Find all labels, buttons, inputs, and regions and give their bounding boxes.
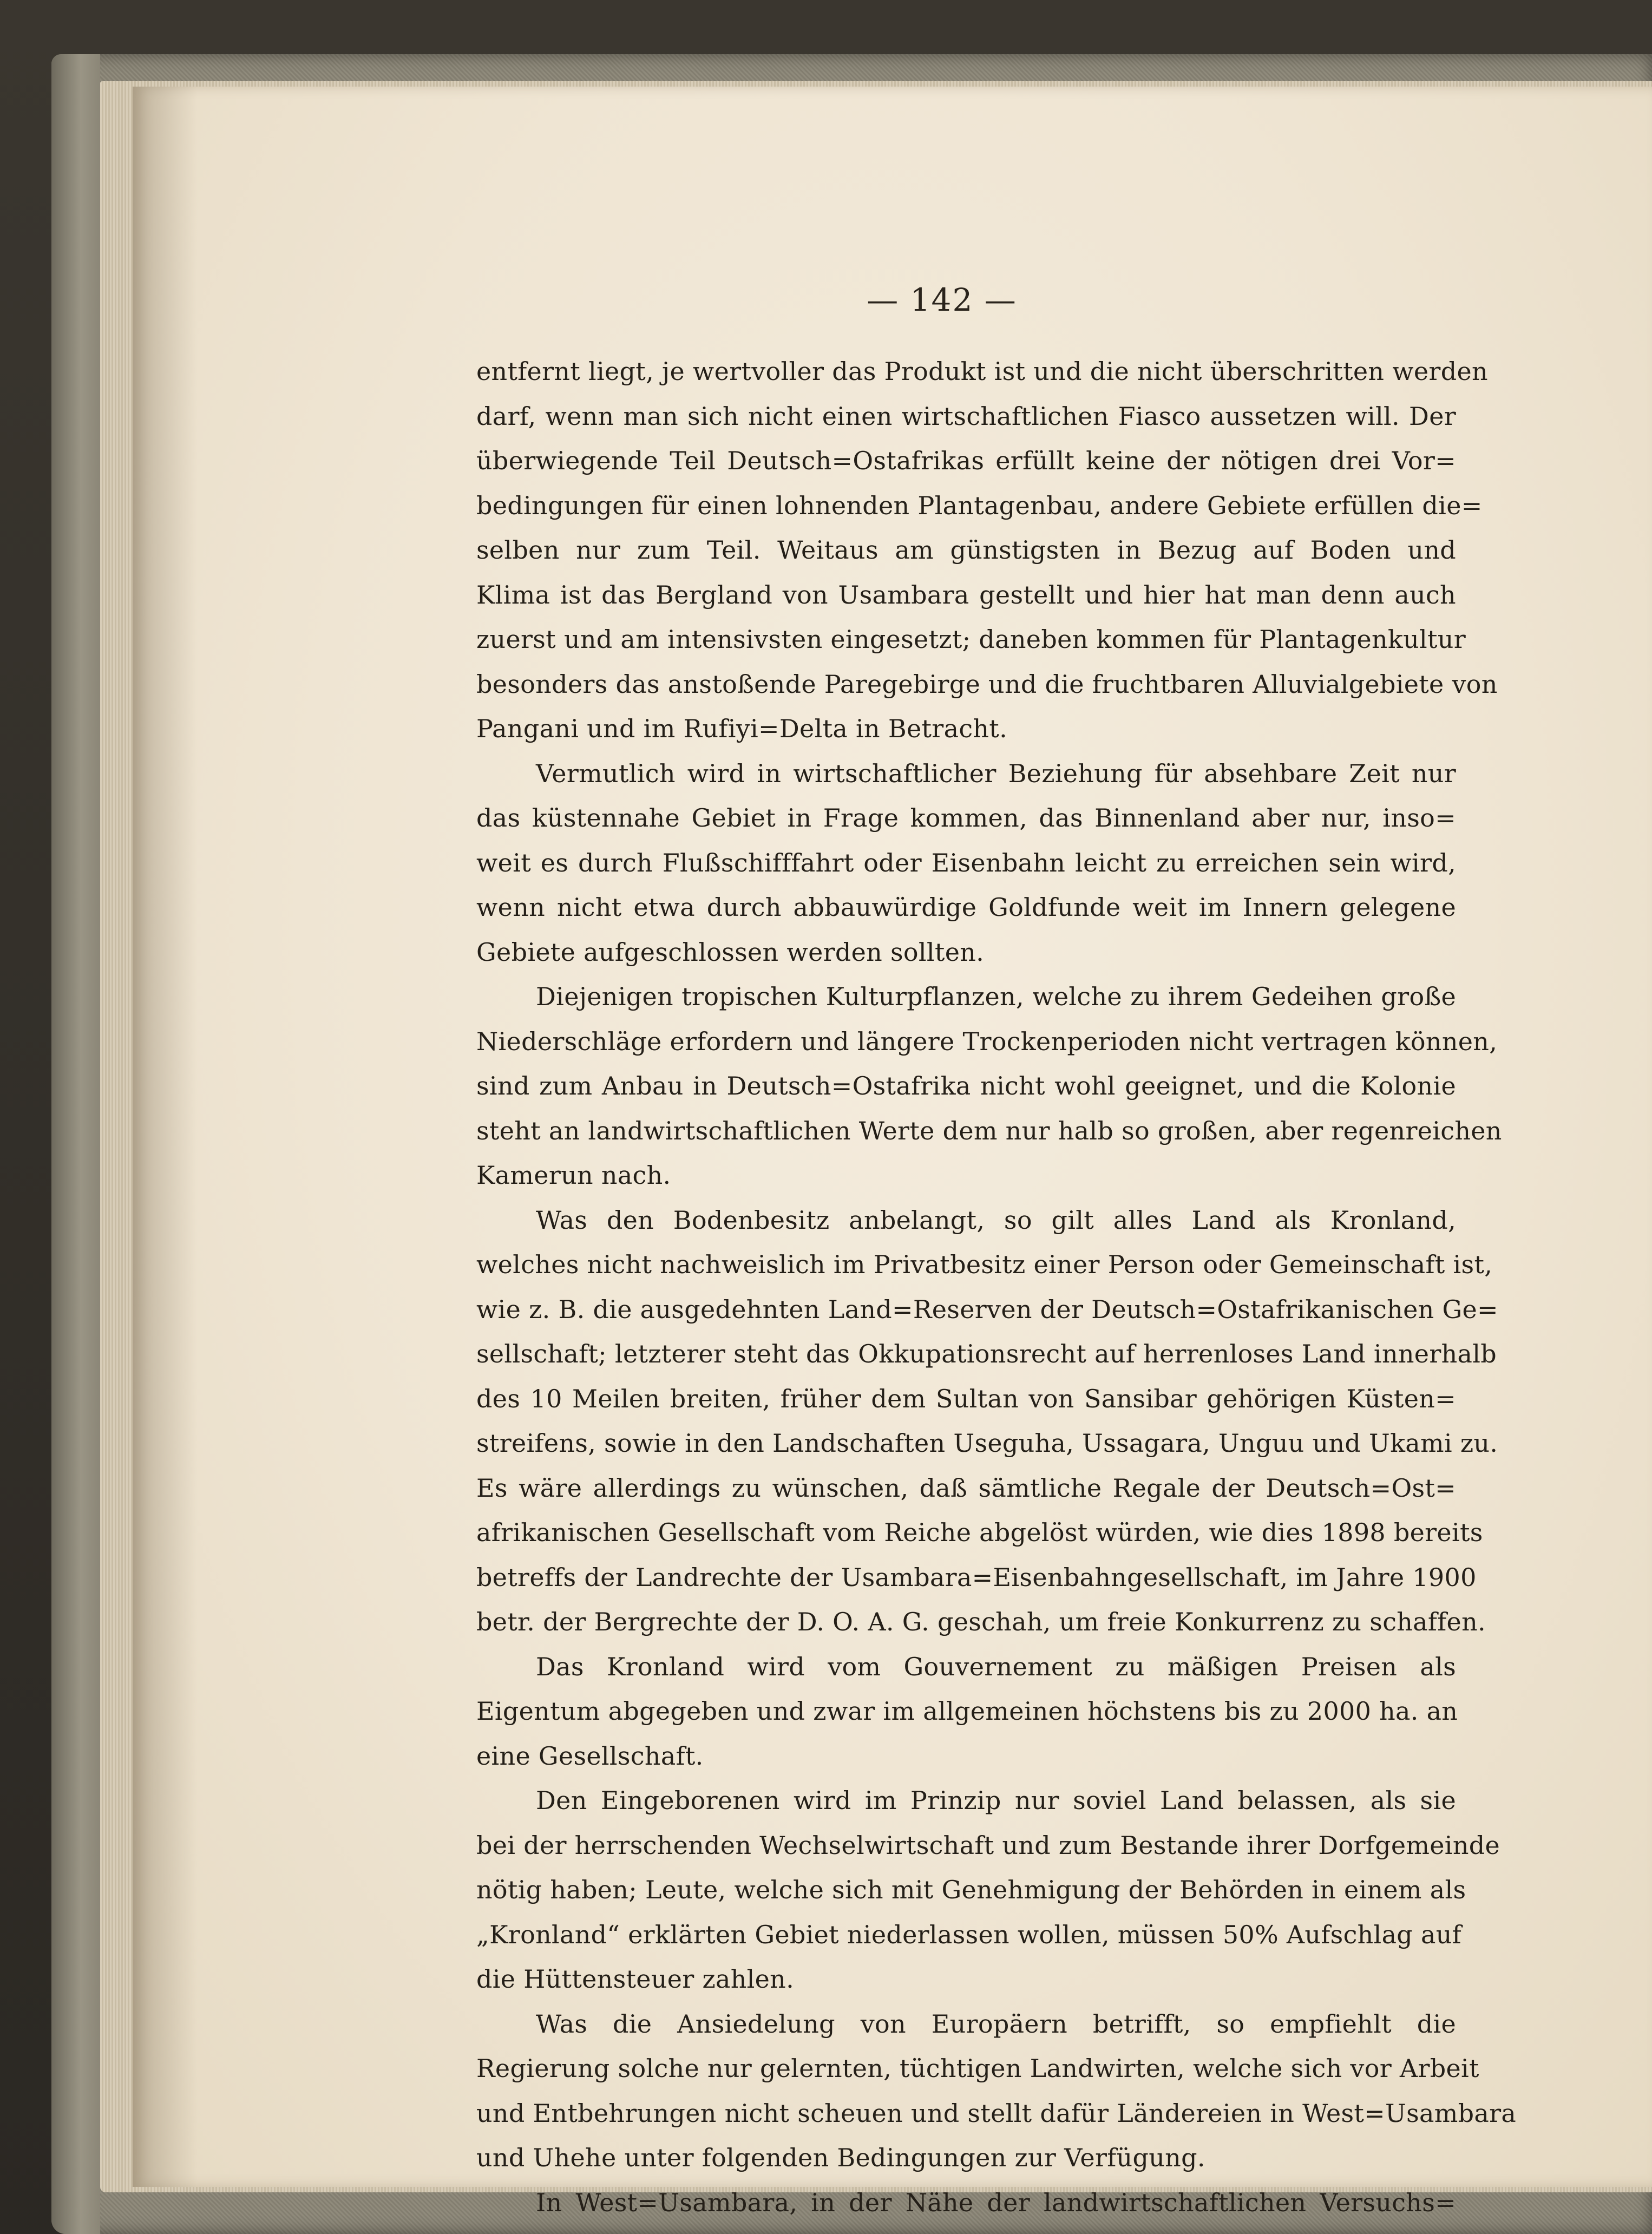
text-line: und Entbehrungen nicht scheuen und stellt dafür Ländereien in West=Usambara [476, 2098, 1517, 2128]
text-line: das küstennahe Gebiet in Frage kommen, das Binnenland aber nur, inso= [476, 803, 1456, 833]
text-line: welches nicht nachweislich im Privatbesitz einer Person oder Gemeinschaft ist, [476, 1250, 1493, 1279]
text-line: Das Kronland wird vom Gouvernement zu mäßigen Preisen als [536, 1652, 1456, 1681]
text-line: Diejenigen tropischen Kulturpflanzen, welche zu ihrem Gedeihen große [536, 982, 1456, 1011]
text-line: sind zum Anbau in Deutsch=Ostafrika nicht wohl geeignet, und die Kolonie [476, 1071, 1456, 1100]
text-line: steht an landwirtschaftlichen Werte dem nur halb so großen, aber regenreichen [476, 1116, 1502, 1145]
text-line: zuerst und am intensivsten eingesetzt; daneben kommen für Plantagenkultur [476, 625, 1466, 654]
text-line: Vermutlich wird in wirtschaftlicher Beziehung für absehbare Zeit nur [536, 758, 1456, 788]
text-line: des 10 Meilen breiten, früher dem Sultan von Sansibar gehörigen Küsten= [476, 1384, 1456, 1413]
text-line: Niederschläge erfordern und längere Trockenperioden nicht vertragen können, [476, 1026, 1498, 1056]
text-line: afrikanischen Gesellschaft vom Reiche abgelöst würden, wie dies 1898 bereits [476, 1518, 1483, 1547]
text-line: darf, wenn man sich nicht einen wirtschaftlichen Fiasco aussetzen will. Der [476, 401, 1456, 431]
text-line: Eigentum abgegeben und zwar im allgemeinen höchstens bis zu 2000 ha. an [476, 1696, 1458, 1726]
text-line: „Kronland“ erklärten Gebiet niederlassen wollen, müssen 50% Aufschlag auf [476, 1919, 1461, 1949]
text-line: entfernt liegt, je wertvoller das Produkt ist und die nicht überschritten werden [476, 357, 1488, 386]
text-line: besonders das anstoßende Paregebirge und die fruchtbaren Alluvialgebiete von [476, 669, 1498, 699]
text-line: überwiegende Teil Deutsch=Ostafrikas erfüllt keine der nötigen drei Vor= [476, 446, 1456, 475]
text-line: weit es durch Flußschifffahrt oder Eisenbahn leicht zu erreichen sein wird, [476, 848, 1456, 877]
text-line: bedingungen für einen lohnenden Plantagenbau, andere Gebiete erfüllen die= [476, 490, 1483, 520]
text-line: Gebiete aufgeschlossen werden sollten. [476, 937, 985, 967]
text-line: wenn nicht etwa durch abbauwürdige Goldfunde weit im Innern gelegene [476, 893, 1456, 922]
text-line: Regierung solche nur gelernten, tüchtigen Landwirten, welche sich vor Arbeit [476, 2054, 1479, 2083]
text-line: betreffs der Landrechte der Usambara=Eisenbahngesellschaft, im Jahre 1900 [476, 1562, 1477, 1592]
body-text [476, 349, 1517, 2225]
text-line: In West=Usambara, in der Nähe der landwirtschaftlichen Versuchs= [536, 2187, 1456, 2217]
text-line: nötig haben; Leute, welche sich mit Genehmigung der Behörden in einem als [476, 1875, 1466, 1904]
book-spine-edge [51, 54, 100, 2234]
text-line: die Hüttensteuer zahlen. [476, 1964, 795, 1994]
text-line: streifens, sowie in den Landschaften Useguha, Ussagara, Unguu und Ukami zu. [476, 1429, 1498, 1458]
text-line: Pangani und im Rufiyi=Delta in Betracht. [476, 714, 1008, 743]
text-line: Was die Ansiedelung von Europäern betrifft, so empfiehlt die [536, 2009, 1456, 2039]
text-line: Den Eingeborenen wird im Prinzip nur soviel Land belassen, als sie [536, 1786, 1456, 1815]
text-line: selben nur zum Teil. Weitaus am günstigsten in Bezug auf Boden und [476, 535, 1456, 565]
page-number: — 142 — [867, 281, 1017, 318]
text-line: bei der herrschenden Wechselwirtschaft und zum Bestande ihrer Dorfgemeinde [476, 1830, 1500, 1860]
text-line: Was den Bodenbesitz anbelangt, so gilt alles Land als Kronland, [536, 1205, 1456, 1235]
text-line: Kamerun nach. [476, 1161, 671, 1190]
text-line: wie z. B. die ausgedehnten Land=Reserven der Deutsch=Ostafrikanischen Ge= [476, 1294, 1498, 1324]
gutter-shadow [133, 87, 198, 2187]
text-line: Es wäre allerdings zu wünschen, daß sämtliche Regale der Deutsch=Ost= [476, 1473, 1456, 1503]
text-line: betr. der Bergrechte der D. O. A. G. geschah, um freie Konkurrenz zu schaffen. [476, 1607, 1486, 1636]
text-line: eine Gesellschaft. [476, 1741, 704, 1771]
text-line: und Uhehe unter folgenden Bedingungen zur Verfügung. [476, 2143, 1205, 2172]
text-line: Klima ist das Bergland von Usambara gestellt und hier hat man denn auch [476, 580, 1456, 610]
text-line: sellschaft; letzterer steht das Okkupationsrecht auf herrenloses Land innerhalb [476, 1339, 1497, 1368]
